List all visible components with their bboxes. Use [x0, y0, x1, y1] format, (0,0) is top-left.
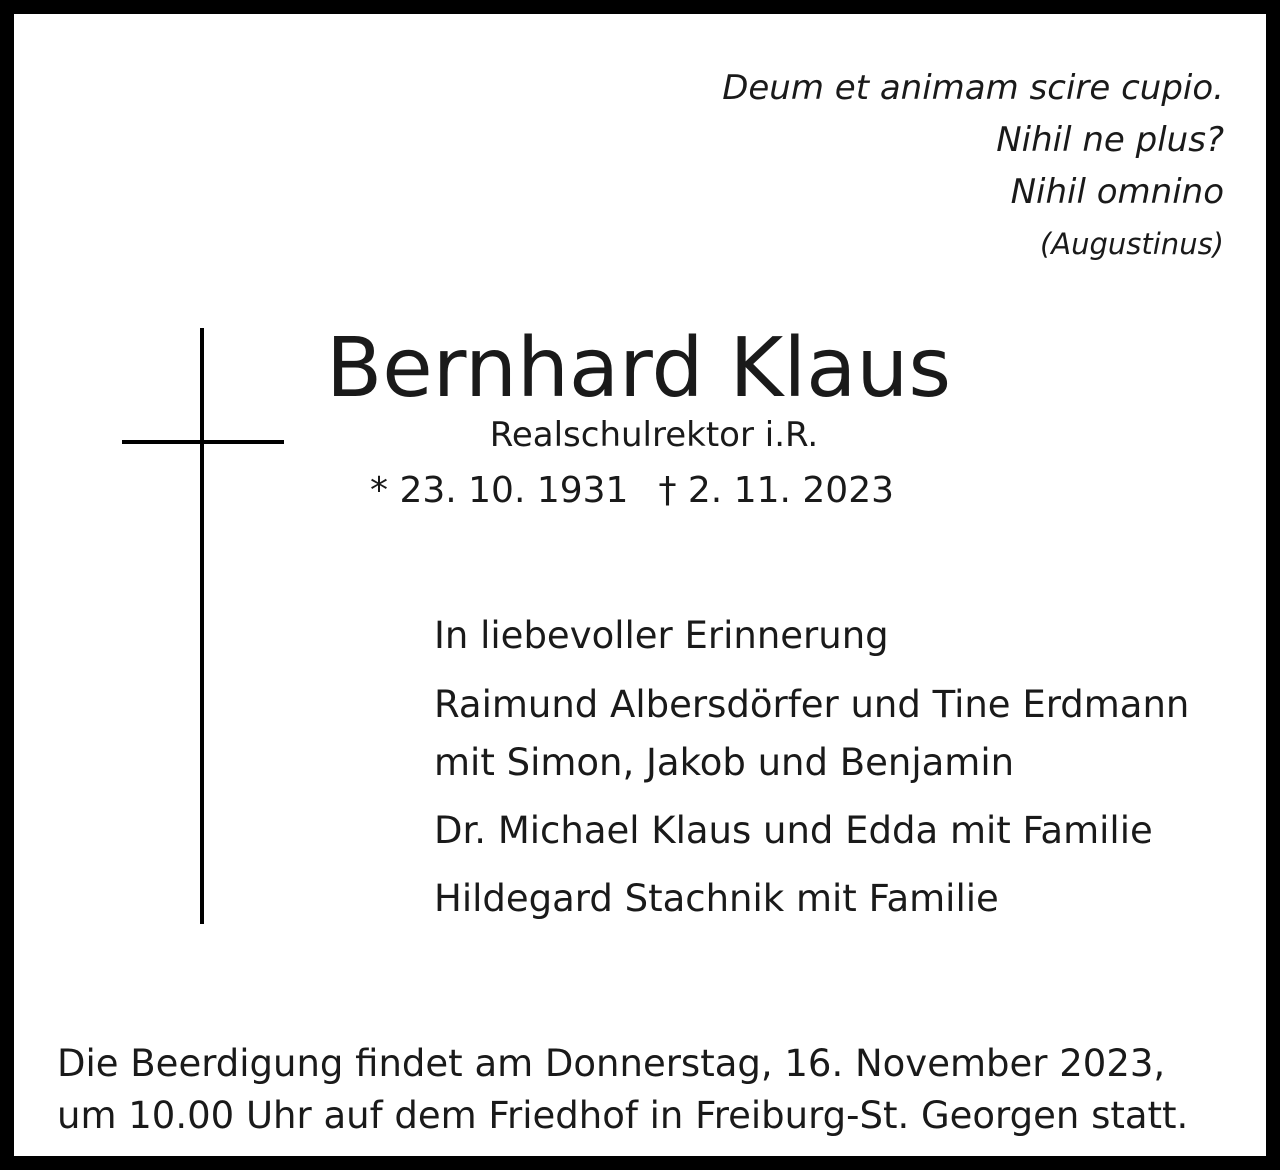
latin-cross-icon: [14, 14, 15, 15]
mourners-block: [434, 610, 1189, 928]
mourner-line: Raimund Albersdörfer und Tine Erdmann: [434, 683, 1190, 726]
funeral-line-1: Die Beerdigung findet am Donnerstag, 16. November 2023,: [57, 1042, 1166, 1085]
quote-line-2: Nihil ne plus?: [996, 120, 1224, 160]
mourner-group: [434, 870, 1189, 928]
death-date: † 2. 11. 2023: [658, 470, 894, 511]
latin-quote: [722, 62, 1224, 270]
mourner-line: Dr. Michael Klaus und Edda mit Familie: [434, 809, 1153, 852]
deceased-name: Bernhard Klaus: [326, 321, 952, 416]
mourner-line: Hildegard Stachnik mit Familie: [434, 877, 999, 920]
quote-attribution: (Augustinus): [1039, 227, 1224, 261]
mourner-group: [434, 676, 1189, 792]
life-dates: [370, 464, 894, 518]
funeral-line-2: um 10.00 Uhr auf dem Friedhof in Freiburg-St. Georgen statt.: [57, 1094, 1189, 1137]
quote-line-3: Nihil omnino: [1010, 172, 1224, 212]
deceased-title: Realschulrektor i.R.: [489, 415, 819, 455]
birth-date: * 23. 10. 1931: [370, 470, 629, 511]
quote-line-1: Deum et animam scire cupio.: [722, 68, 1224, 108]
remembrance-intro: In liebevoller Erinnerung: [434, 614, 889, 657]
mourner-line: mit Simon, Jakob und Benjamin: [434, 741, 1015, 784]
mourner-group: [434, 802, 1189, 860]
funeral-announcement: [57, 1038, 1188, 1142]
